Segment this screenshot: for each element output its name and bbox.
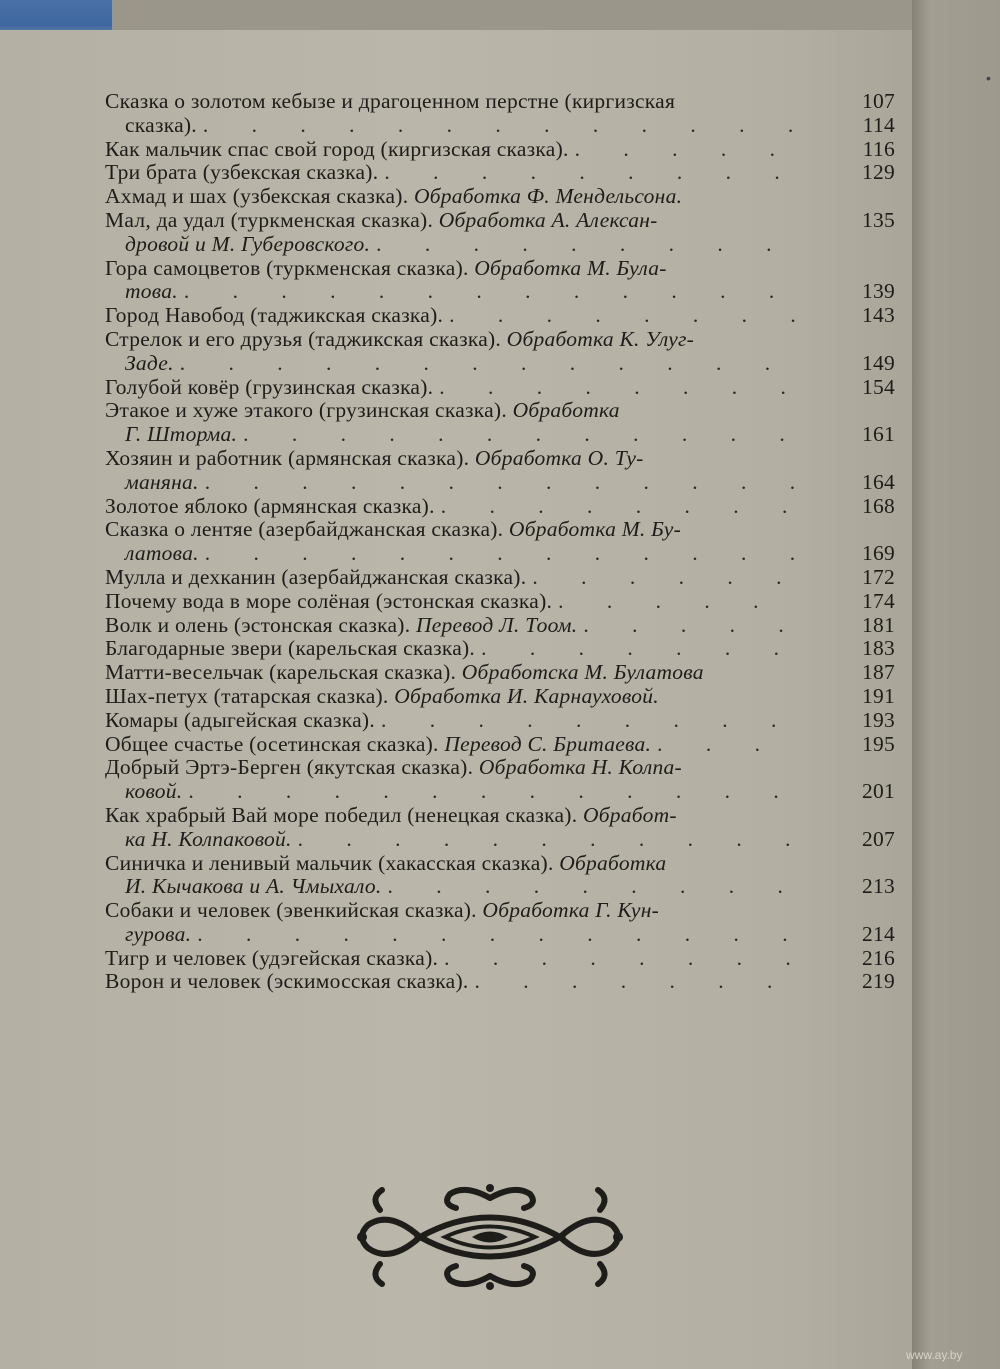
toc-page-number: 207 [862,826,895,851]
toc-title [125,233,370,257]
toc-page-number: 195 [862,731,895,756]
toc-line [105,756,895,780]
toc-page-number: 193 [862,707,895,732]
toc-leader-dots [205,471,803,495]
toc-title-text: Как мальчик спас свой город (киргизская сказка). [105,136,569,161]
toc-leader-dots [657,733,803,757]
toc-editor-credit: Перевод С. Бритаева. [444,731,652,756]
toc-title [125,471,199,495]
toc-entry [105,447,895,495]
toc-page-number: 187 [862,660,895,685]
toc-line [105,852,895,876]
toc-title-text: Собаки и человек (эвенкийская сказка). [105,898,483,923]
toc-title [105,495,435,519]
toc-page-number: 154 [862,374,895,399]
toc-editor-credit: Заде. [125,350,174,375]
toc-title [105,661,704,685]
toc-title [105,209,833,233]
toc-entry [105,209,895,257]
toc-page-number: 191 [862,683,895,708]
toc-entry [105,399,895,447]
toc-editor-credit: Обработ- [582,802,677,827]
table-of-contents [105,90,895,994]
toc-title-text: Благодарные звери (карельская сказка). [105,636,476,661]
toc-title-text: Волк и олень (эстонская сказка). [105,612,416,637]
toc-title-text: Этакое и хуже этакого (грузинская сказка). [105,398,513,423]
toc-title-text: Шах-петух (татарская сказка). [105,683,395,708]
toc-line [105,899,895,923]
toc-page-number: 107 [862,89,895,113]
toc-editor-credit: Г. Шторма. [125,422,238,447]
toc-line [105,447,895,471]
toc-title-text: Ахмад и шах (узбекская сказка). [105,184,414,209]
toc-leader-dots [441,495,803,519]
toc-editor-credit: Обработска М. Булатова [461,660,704,685]
toc-editor-credit: Обработка М. Була- [474,255,667,280]
toc-line [105,376,895,400]
toc-leader-dots [444,947,803,971]
toc-editor-credit: Обработка М. Бу- [508,517,681,542]
toc-line [105,780,895,804]
toc-title [105,804,833,828]
toc-title [125,542,199,566]
toc-line [105,518,895,542]
toc-title-text: Стрелок и его друзья (таджикская сказка). [105,326,507,351]
toc-entry [105,947,895,971]
toc-entry [105,495,895,519]
toc-title [105,733,651,757]
toc-line [105,90,895,114]
toc-page-number: 161 [862,422,895,447]
toc-leader-dots [532,566,803,590]
toc-title-text: Матти-весельчак (карельская сказка). [105,660,462,685]
toc-title-text: Тигр и человек (удэгейская сказка). [105,945,439,970]
toc-title-text: Ворон и человек (эскимосская сказка). [105,969,469,994]
toc-line [105,970,895,994]
toc-title [105,328,833,352]
toc-title-text: Гора самоцветов (туркменская сказка). [105,255,475,280]
toc-entry [105,90,895,138]
toc-title [105,852,833,876]
toc-page-number: 168 [862,493,895,518]
toc-line [105,280,895,304]
toc-title [105,185,682,209]
toc-title [105,566,526,590]
toc-entry [105,185,895,209]
toc-leader-dots [558,590,803,614]
toc-entry [105,161,895,185]
toc-leader-dots [243,423,803,447]
toc-editor-credit: Обработка К. Улуг- [506,326,695,351]
toc-editor-credit: ковой. [125,779,183,804]
toc-editor-credit: гурова. [125,921,192,946]
toc-leader-dots [203,114,803,138]
toc-leader-dots [188,780,803,804]
toc-title-text: Голубой ковёр (грузинская сказка). [105,374,434,399]
toc-page-number: 172 [862,564,895,589]
toc-line [105,304,895,328]
toc-title [105,709,375,733]
toc-editor-credit: Обработка [559,850,667,875]
toc-entry [105,304,895,328]
toc-line [105,828,895,852]
toc-entry [105,804,895,852]
toc-line [105,804,895,828]
toc-line [105,733,895,757]
toc-line [105,709,895,733]
toc-editor-credit: Обработка А. Алексан- [438,207,658,232]
toc-editor-credit: Обработка Г. Кун- [482,898,660,923]
toc-title [105,399,833,423]
toc-entry [105,138,895,162]
toc-title [125,923,191,947]
toc-page-number: 214 [862,921,895,946]
toc-editor-credit: Обработка И. Карнауховой. [394,683,659,708]
toc-line [105,875,895,899]
toc-title-text: Комары (адыгейская сказка). [105,707,375,732]
toc-page-number: 169 [862,541,895,566]
toc-title-text: Золотое яблоко (армянская сказка). [105,493,435,518]
toc-editor-credit: латова. [125,541,199,566]
toc-entry [105,590,895,614]
toc-page-number: 181 [862,612,895,637]
toc-title [105,257,833,281]
toc-page-number: 213 [862,874,895,899]
toc-entry [105,661,895,685]
toc-line [105,495,895,519]
toc-line [105,614,895,638]
toc-page-number: 139 [862,279,895,304]
toc-line [105,566,895,590]
toc-editor-credit: И. Кычакова и А. Чмыхало. [125,874,382,899]
toc-title [105,970,469,994]
toc-entry [105,257,895,305]
toc-title [105,161,378,185]
toc-leader-dots [575,138,803,162]
toc-page-number: 116 [862,136,895,161]
toc-leader-dots [298,828,803,852]
toc-entry [105,685,895,709]
toc-page-number: 174 [862,588,895,613]
toc-title-text: Синичка и ленивый мальчик (хакасская сказка). [105,850,560,875]
toc-title [105,614,577,638]
edge-mark: • [986,70,991,86]
toc-title [105,518,833,542]
toc-page-number: 183 [862,636,895,661]
watermark: www.ay.by [906,1348,963,1362]
toc-title-text: Мулла и дехканин (азербайджанская сказка). [105,564,527,589]
toc-title [105,756,833,780]
toc-editor-credit: Перевод Л. Тоом. [415,612,578,637]
toc-line [105,209,895,233]
toc-leader-dots [481,637,803,661]
toc-leader-dots [180,352,803,376]
toc-line [105,923,895,947]
toc-line [105,637,895,661]
toc-editor-credit: Обработка [512,398,620,423]
toc-title [105,376,433,400]
toc-entry [105,328,895,376]
toc-entry [105,970,895,994]
page-edge [912,0,1000,1369]
toc-title-text: Общее счастье (осетинская сказка). [105,731,445,756]
toc-title [105,304,443,328]
toc-leader-dots [583,614,803,638]
toc-title [105,899,833,923]
ornament-icon [350,1180,630,1295]
toc-line [105,114,895,138]
toc-title [105,947,438,971]
toc-editor-credit: това. [125,279,178,304]
toc-line [105,685,895,709]
toc-entry [105,637,895,661]
toc-title [125,114,197,138]
toc-title-text: Как храбрый Вай море победил (ненецкая сказка). [105,802,583,827]
toc-page-number: 149 [862,350,895,375]
toc-title [105,685,659,709]
toc-leader-dots [388,875,803,899]
toc-line [105,328,895,352]
toc-leader-dots [184,280,803,304]
toc-line [105,257,895,281]
toc-line [105,471,895,495]
toc-line [105,138,895,162]
toc-leader-dots [205,542,803,566]
toc-title [125,423,237,447]
toc-editor-credit: Обработка Ф. Мендельсона. [413,184,683,209]
toc-entry [105,566,895,590]
toc-title-text: сказка). [125,112,197,137]
toc-leader-dots [449,304,803,328]
toc-title [105,637,475,661]
toc-page-number: 143 [862,303,895,328]
toc-title-text: Город Навобод (таджикская сказка). [105,303,444,328]
toc-line [105,423,895,447]
toc-line [105,590,895,614]
toc-entry [105,709,895,733]
toc-editor-credit: ка Н. Колпаковой. [125,826,292,851]
toc-editor-credit: дровой и М. Губеровского. [125,231,371,256]
toc-entry [105,518,895,566]
toc-entry [105,376,895,400]
toc-page-number: 114 [862,112,895,137]
toc-title [125,875,382,899]
toc-page-number: 164 [862,469,895,494]
toc-title [125,828,292,852]
toc-title [125,780,182,804]
toc-title [125,280,178,304]
toc-line [105,542,895,566]
toc-title-text: Сказка о лентяе (азербайджанская сказка). [105,517,509,542]
toc-title [105,590,552,614]
toc-title [105,90,833,114]
toc-title-text: Мал, да удал (туркменская сказка). [105,207,439,232]
toc-entry [105,899,895,947]
toc-line [105,233,895,257]
toc-line [105,661,895,685]
toc-line [105,161,895,185]
toc-title-text: Добрый Эртэ-Берген (якутская сказка). [105,755,479,780]
toc-leader-dots [376,233,803,257]
toc-page-number: 201 [862,779,895,804]
toc-page-number: 216 [862,945,895,970]
toc-entry [105,614,895,638]
toc-page-number: 129 [862,160,895,185]
toc-leader-dots [475,970,803,994]
toc-leader-dots [381,709,803,733]
toc-entry [105,733,895,757]
toc-title [105,447,833,471]
toc-title-text: Три брата (узбекская сказка). [105,160,379,185]
toc-editor-credit: Обработка Н. Колпа- [478,755,682,780]
toc-entry [105,756,895,804]
toc-title-text: Сказка о золотом кебызе и драгоценном перстне (киргизская [105,89,676,113]
toc-page-number: 135 [862,207,895,232]
toc-title [125,352,174,376]
toc-line [105,185,895,209]
toc-title-text: Почему вода в море солёная (эстонская сказка). [105,588,553,613]
toc-line [105,399,895,423]
toc-editor-credit: маняна. [125,469,199,494]
toc-title [105,138,569,162]
toc-line [105,352,895,376]
toc-leader-dots [197,923,803,947]
toc-leader-dots [439,376,803,400]
toc-leader-dots [384,161,803,185]
toc-editor-credit: Обработка О. Ту- [474,445,644,470]
toc-page-number: 219 [862,969,895,994]
toc-line [105,947,895,971]
toc-title-text: Хозяин и работник (армянская сказка). [105,445,475,470]
toc-entry [105,852,895,900]
